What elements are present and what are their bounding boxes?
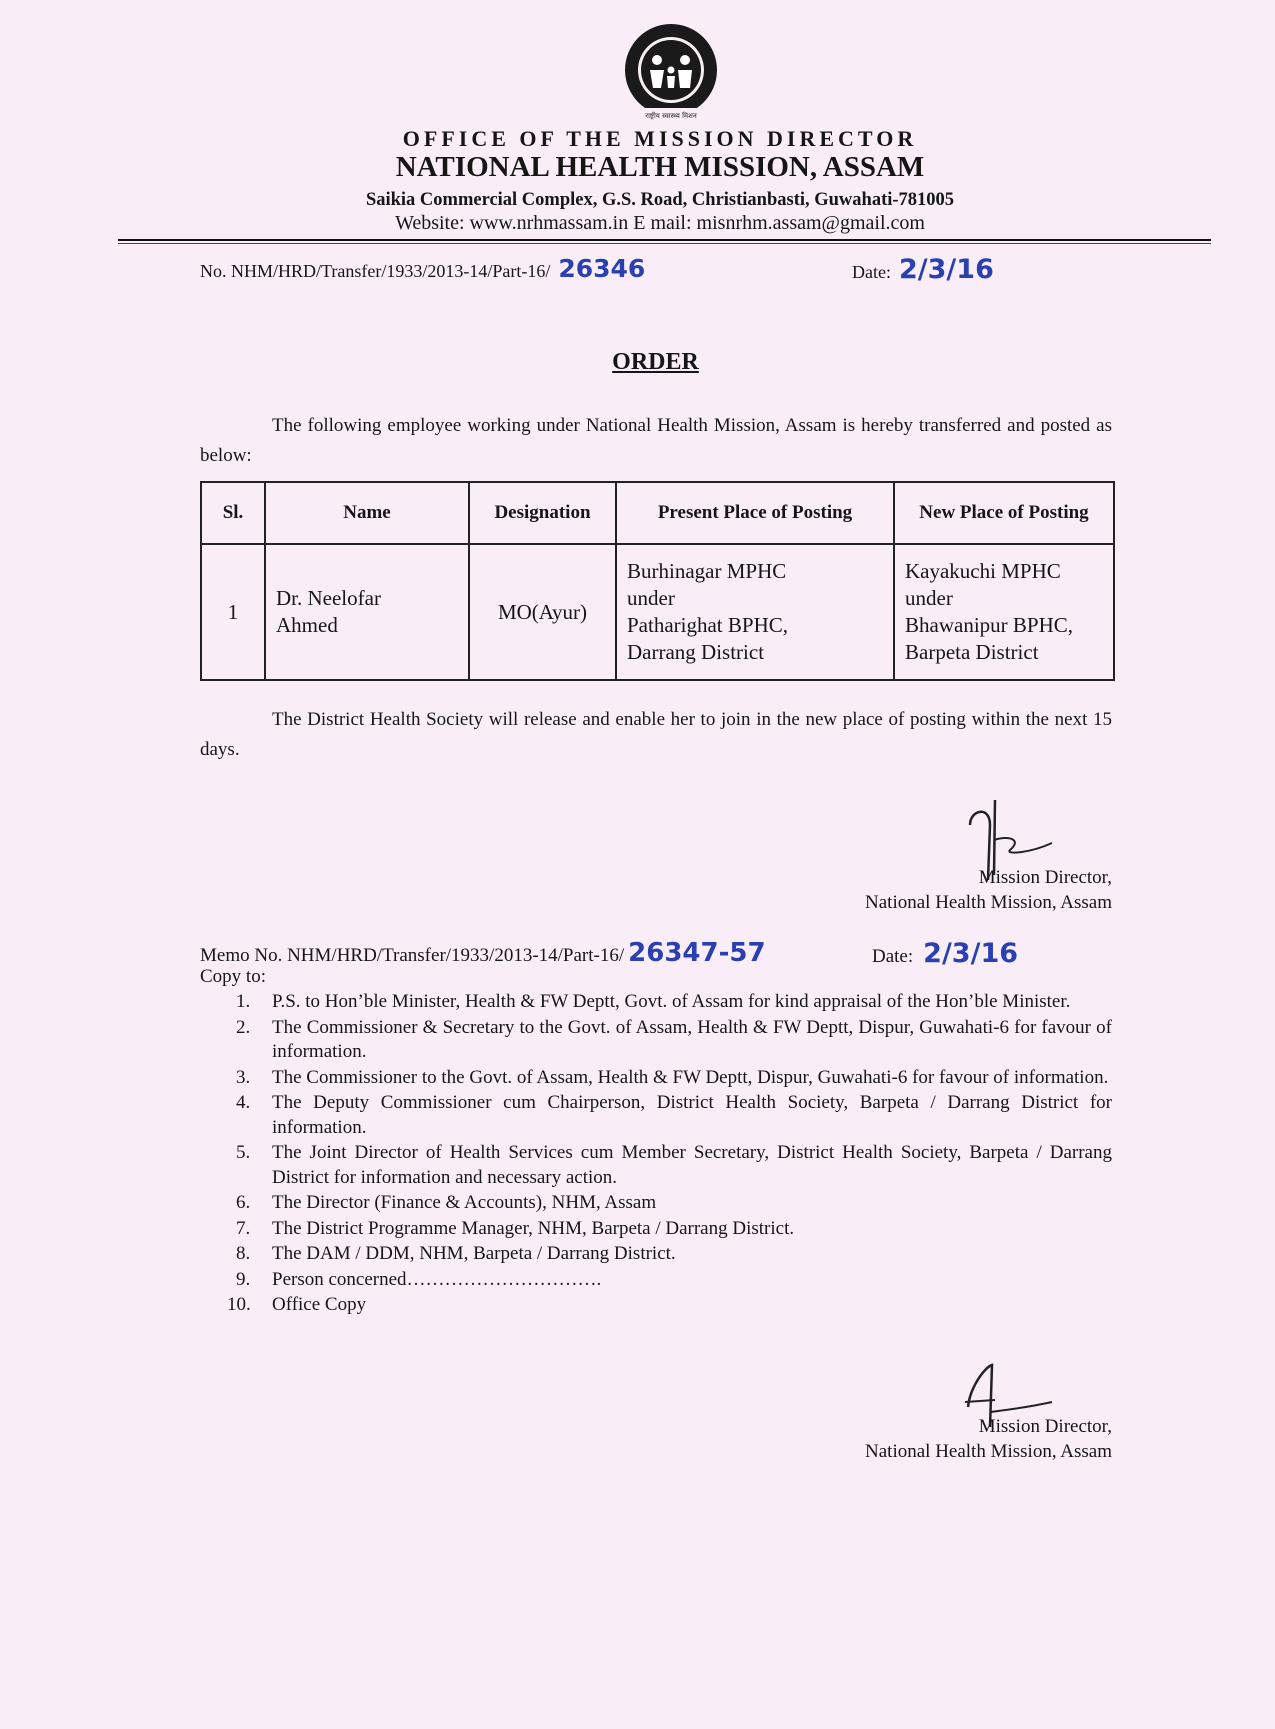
memo-date-handwritten: 2/3/16 [923,938,1019,969]
cell-sl: 1 [201,544,265,680]
table-row [201,544,1114,680]
signature-organization: National Health Mission, Assam [865,1441,1112,1462]
signature-title: Mission Director, [978,1416,1112,1437]
copy-to-label: Copy to: [200,966,266,987]
signature-title: Mission Director, [978,867,1112,888]
mission-heading: NATIONAL HEALTH MISSION, ASSAM [395,151,925,183]
cell-present-line: Darrang District [627,640,765,664]
cell-present-line: Burhinagar MPHC [627,559,787,583]
table-header-row [201,482,1114,544]
cell-present-line: under [627,586,675,610]
office-heading: OFFICE OF THE MISSION DIRECTOR [402,126,918,151]
cell-new-posting [894,544,1114,680]
nhm-logo [612,22,730,122]
cell-name [265,544,469,680]
list-item: 8. The DAM / DDM, NHM, Barpeta / Darrang District. [236,1243,676,1264]
cell-new-line: Barpeta District [905,640,1039,664]
list-item: 9. Person concerned…………………………. [236,1268,602,1290]
office-contact: Website: www.nrhmassam.in E mail: misnrhm.assam@gmail.com [395,212,925,234]
signature-block [700,1414,1112,1464]
memo-date-label: Date: [872,946,914,967]
office-address: Saikia Commercial Complex, G.S. Road, Christianbasti, Guwahati-781005 [365,190,955,210]
header-rule-thin [118,243,1211,244]
transfer-table [200,481,1115,681]
header-rule [118,239,1211,241]
cell-name-line: Ahmed [276,613,338,637]
cell-name-line: Dr. Neelofar [276,586,381,610]
order-intro: The following employee working under National Health Mission, Assam is hereby transferred and posted as below: [200,415,1112,466]
reference-number-handwritten: 26346 [558,254,646,283]
col-header-designation: Designation [469,482,616,544]
signature-organization: National Health Mission, Assam [865,892,1112,913]
list-item: 1. P.S. to Hon’ble Minister, Health & FW Deptt, Govt. of Assam for kind appraisal of the Hon’ble Minister. [236,991,1071,1012]
order-title: ORDER [612,349,699,375]
reference-number [200,254,645,283]
memo-number-label: Memo No. NHM/HRD/Transfer/1933/2013-14/Part-16/ [200,945,625,966]
list-item: 4. The Deputy Commissioner cum Chairperson, District Health Society, Barpeta / Darrang District for information. [236,1092,1112,1138]
memo-date [872,938,1018,969]
cell-new-line: Kayakuchi MPHC [905,559,1061,583]
cell-present-posting [616,544,894,680]
reference-number-label: No. NHM/HRD/Transfer/1933/2013-14/Part-16/ [200,261,551,281]
reference-date-label: Date: [852,262,891,282]
copy-list [200,990,1112,1319]
memo-number-handwritten: 26347-57 [628,938,766,968]
list-item: 3. The Commissioner to the Govt. of Assam, Health & FW Deptt, Dispur, Guwahati-6 for favour of information. [236,1066,1109,1088]
svg-text:राष्ट्रीय स्वास्थ्य मिशन: राष्ट्रीय स्वास्थ्य मिशन [645,112,697,120]
list-item: 5. The Joint Director of Health Services cum Member Secretary, District Health Society, Barpeta / Darrang District for information and necessary action. [236,1142,1112,1188]
order-closing: The District Health Society will release and enable her to join in the new place of posting within the next 15 days. [200,709,1112,760]
col-header-name: Name [265,482,469,544]
cell-designation: MO(Ayur) [469,544,616,680]
cell-new-line: under [905,586,953,610]
col-header-new: New Place of Posting [894,482,1114,544]
col-header-sl: Sl. [201,482,265,544]
reference-date [852,254,994,285]
list-item: 6. The Director (Finance & Accounts), NHM, Assam [236,1192,657,1213]
list-item: 7. The District Programme Manager, NHM, Barpeta / Darrang District. [236,1217,795,1239]
reference-date-handwritten: 2/3/16 [898,254,994,285]
list-item: 2. The Commissioner & Secretary to the Govt. of Assam, Health & FW Deptt, Dispur, Guwahati-6 for favour of information. [236,1016,1112,1062]
list-item: 10. Office Copy [227,1294,367,1315]
signature-block [700,865,1112,915]
col-header-present: Present Place of Posting [616,482,894,544]
cell-new-line: Bhawanipur BPHC, [905,613,1073,637]
cell-present-line: Patharighat BPHC, [627,613,788,637]
memo-number [200,938,766,968]
